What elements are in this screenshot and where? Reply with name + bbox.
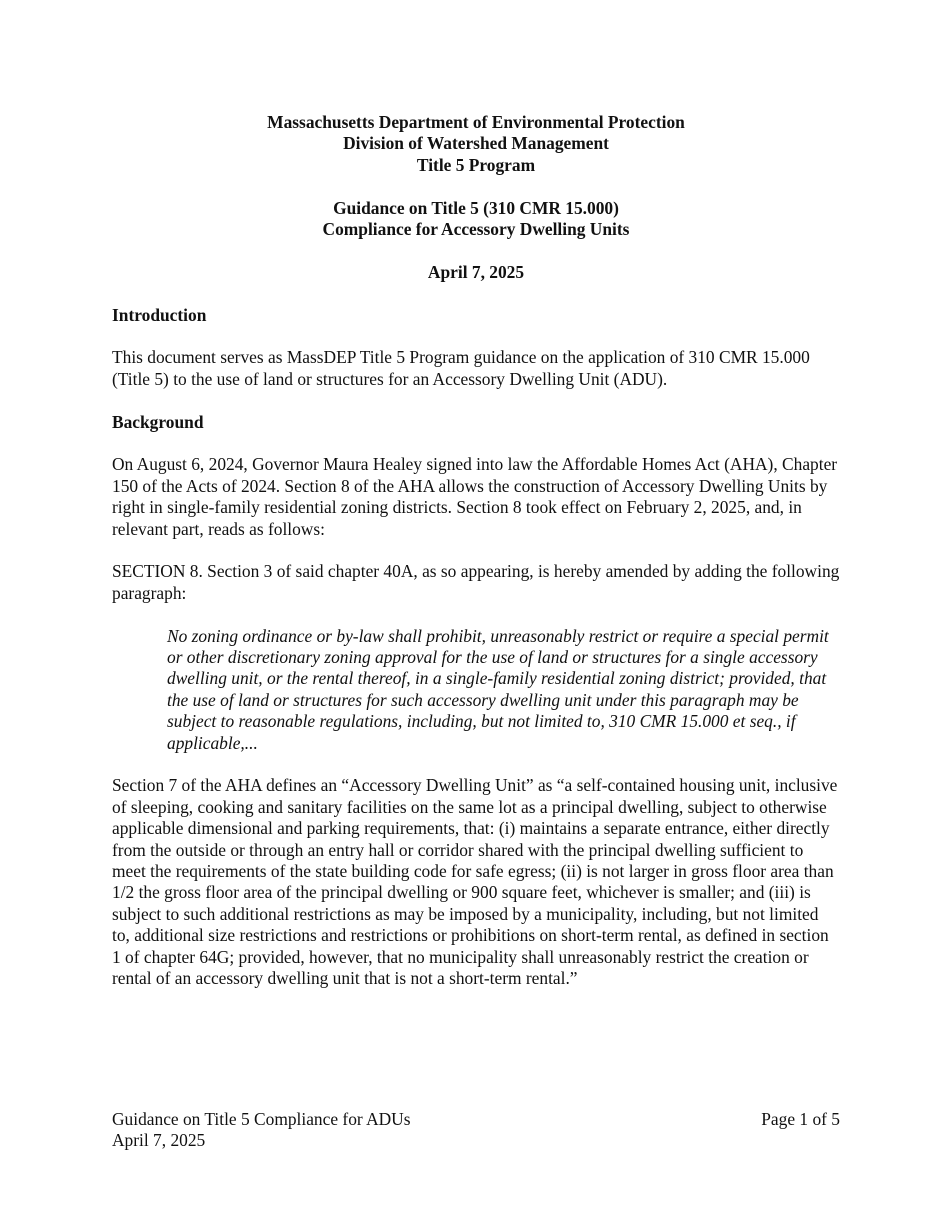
page-number: Page 1 of 5	[761, 1109, 840, 1129]
guidance-title-line2: Compliance for Accessory Dwelling Units	[322, 219, 630, 240]
section8-paragraph: SECTION 8. Section 3 of said chapter 40A, as so appearing, is hereby amended by adding the following paragraph:	[112, 561, 840, 603]
background-heading: Background	[112, 411, 204, 432]
statute-quote: No zoning ordinance or by-law shall prohibit, unreasonably restrict or require a special permit or other discretionary zoning approval for the use of land or structures for a single accessory dwelling unit, or the rental thereof, in a single-family residential zoning district; provided, that the use of land or structures for such accessory dwelling unit under this paragraph may be subject to reasonable regulations, including, but not limited to, 310 CMR 15.000 et seq., if applicable,...	[167, 625, 829, 753]
agency-name: Massachusetts Department of Environmental Protection	[267, 112, 685, 132]
footer-date: April 7, 2025	[112, 1130, 206, 1151]
program-name: Title 5 Program	[416, 154, 536, 175]
document-date: April 7, 2025	[427, 261, 525, 282]
introduction-heading: Introduction	[112, 304, 207, 325]
page-footer	[112, 1109, 840, 1152]
introduction-paragraph: This document serves as MassDEP Title 5 Program guidance on the application of 310 CMR 15.000 (Title 5) to the use of land or structures for an Accessory Dwelling Unit (ADU).	[112, 347, 810, 389]
guidance-title-line1: Guidance on Title 5 (310 CMR 15.000)	[333, 197, 619, 218]
document-header	[112, 112, 840, 283]
footer-document-title: Guidance on Title 5 Compliance for ADUs	[112, 1109, 411, 1129]
division-name: Division of Watershed Management	[343, 133, 609, 154]
page-body	[112, 112, 840, 990]
section7-paragraph: Section 7 of the AHA defines an “Accessory Dwelling Unit” as “a self-contained housing unit, inclusive of sleeping, cooking and sanitary facilities on the same lot as a principal dwelling, subject to otherwise applicable dimensional and parking requirements, that: (i) maintains a separate entrance, either directly from the outside or through an entry hall or corridor shared with the principal dwelling sufficient to meet the requirements of the state building code for safe egress; (ii) is not larger in gross floor area than 1/2 the gross floor area of the principal dwelling or 900 square feet, whichever is smaller; and (iii) is subject to such additional restrictions as may be imposed by a municipality, including, but not limited to, additional size restrictions and restrictions or prohibitions on short-term rental, as defined in section 1 of chapter 64G; provided, however, that no municipality shall unreasonably restrict the creation or rental of an accessory dwelling unit that is not a short-term rental.”	[112, 775, 838, 989]
background-paragraph: On August 6, 2024, Governor Maura Healey signed into law the Affordable Homes Act (AHA), Chapter 150 of the Acts of 2024. Section 8 of the AHA allows the construction of Accessory Dwelling Units by right in single-family residential zoning districts. Section 8 took effect on February 2, 2025, and, in relevant part, reads as follows:	[112, 454, 838, 539]
